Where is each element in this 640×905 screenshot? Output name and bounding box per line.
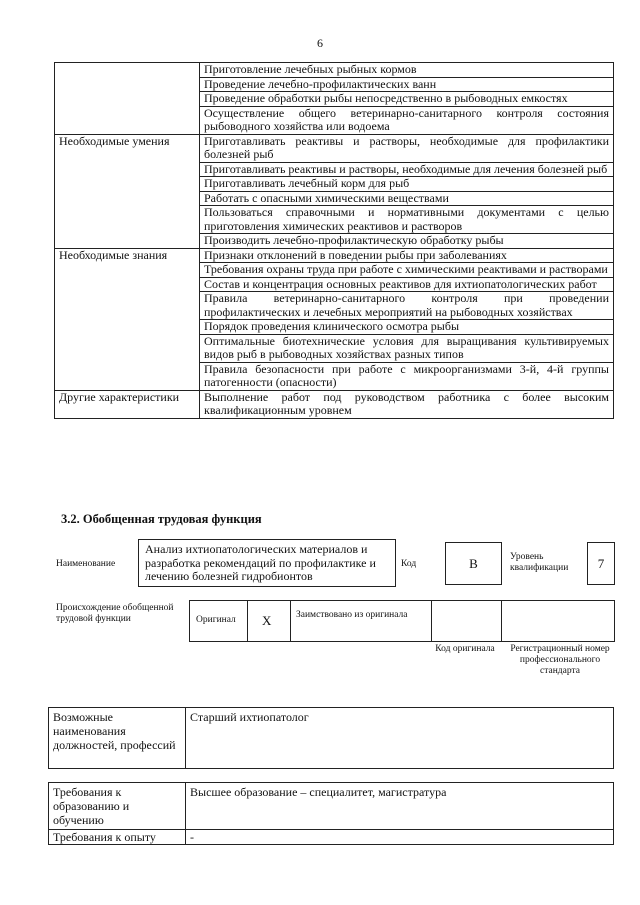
reg-number-label: Регистрационный номер профессионального стандарта: [510, 644, 610, 676]
table-cell: Работать с опасными химическими веществами: [200, 191, 614, 206]
name-label: Наименование: [56, 559, 116, 569]
code-original-label: Код оригинала: [435, 644, 495, 654]
table-row: [55, 248, 614, 263]
table-cell: Правила безопасности при работе с микроорганизмами 3-й, 4-й группы патогенности (опасности): [200, 362, 614, 390]
section-title: 3.2. Обобщенная трудовая функция: [61, 512, 262, 526]
positions-label: Возможные наименования должностей, профессий: [49, 708, 186, 769]
function-name: Анализ ихтиопатологических материалов и разработка рекомендаций по профилактике и лечению болезней гидробионтов: [145, 542, 376, 583]
code-box: [445, 542, 502, 585]
table-cell: Приготавливать лечебный корм для рыб: [200, 177, 614, 192]
code-value: B: [469, 556, 478, 571]
table-cell: Проведение обработки рыбы непосредственно в рыбоводных емкостях: [200, 92, 614, 107]
row-group-label: Другие характеристики: [55, 390, 200, 418]
page-number: 6: [317, 36, 323, 50]
original-label: Оригинал: [196, 615, 236, 625]
borrowed-label: Заимствовано из оригинала: [296, 610, 408, 620]
education-value: Высшее образование – специалитет, магистратура: [186, 783, 614, 830]
origin-label: Происхождение обобщенной трудовой функции: [56, 603, 174, 624]
requirements-table: [48, 782, 614, 845]
table-cell: Приготавливать реактивы и растворы, необходимые для лечения болезней рыб: [200, 162, 614, 177]
table-cell: Проведение лечебно-профилактических ванн: [200, 77, 614, 92]
positions-table: [48, 707, 614, 769]
origin-table: [189, 600, 615, 642]
table-cell: Состав и концентрация основных реактивов для ихтиопатологических работ: [200, 277, 614, 292]
table-row: [55, 134, 614, 162]
table-cell: Порядок проведения клинического осмотра рыбы: [200, 320, 614, 335]
table-cell: Требования охраны труда при работе с химическими реактивами и растворами: [200, 263, 614, 278]
row-group-label: [55, 63, 200, 135]
education-label: Требования к образованию и обучению: [49, 783, 186, 830]
level-label: Уровень квалификации: [510, 552, 569, 573]
table-row: [55, 63, 614, 78]
table-cell: Правила ветеринарно-санитарного контроля при проведении профилактических и лечебных мероприятий на рыбоводных хозяйствах: [200, 292, 614, 320]
table-cell: Признаки отклонений в поведении рыбы при заболеваниях: [200, 248, 614, 263]
function-name-box: [138, 539, 396, 587]
table-cell: Приготовление лечебных рыбных кормов: [200, 63, 614, 78]
table-cell: Оптимальные биотехнические условия для выращивания культивируемых видов рыб в рыбоводных хозяйствах разных типов: [200, 334, 614, 362]
skills-knowledge-table: [54, 62, 614, 419]
table-cell: Осуществление общего ветеринарно-санитарного контроля состояния рыбоводного хозяйства или водоема: [200, 106, 614, 134]
table-cell: Пользоваться справочными и нормативными документами с целью приготовления химических реактивов и растворов: [200, 206, 614, 234]
row-group-label: Необходимые умения: [55, 134, 200, 248]
row-group-label: Необходимые знания: [55, 248, 200, 390]
original-mark: X: [262, 613, 272, 628]
table-cell: Выполнение работ под руководством работника с более высоким квалификационным уровнем: [200, 390, 614, 418]
experience-label: Требования к опыту: [49, 830, 186, 845]
code-label: Код: [401, 559, 417, 569]
experience-value: -: [186, 830, 614, 845]
positions-value: Старший ихтиопатолог: [186, 708, 614, 769]
level-value: 7: [597, 556, 605, 571]
table-cell: Производить лечебно-профилактическую обработку рыбы: [200, 234, 614, 249]
table-row: [55, 390, 614, 418]
table-cell: Приготавливать реактивы и растворы, необходимые для профилактики болезней рыб: [200, 134, 614, 162]
level-box: [587, 542, 615, 585]
